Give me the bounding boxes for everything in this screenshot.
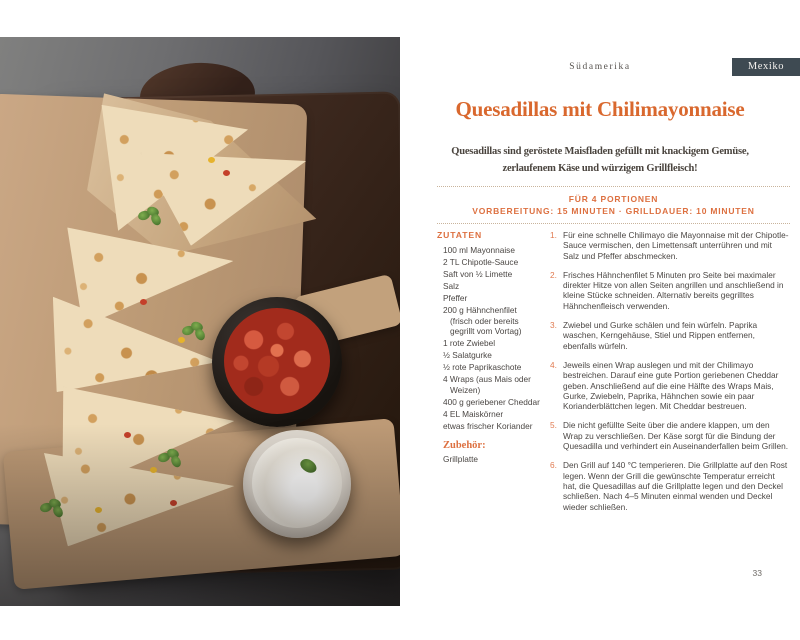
ingredient-item: 200 g Hähnchenfilet (frisch oder bereits gegrillt vom Vortag) xyxy=(443,305,522,336)
step-number: 3. xyxy=(550,320,557,331)
pepper-bit xyxy=(223,170,230,176)
step-item xyxy=(550,270,790,311)
step-text: Den Grill auf 140 °C temperieren. Die Grillplatte auf den Rost legen. Wenn der Grill die gewünschte Temperatur erreicht hat, die Quesadillas auf die Grillplatte legen und den Deckel schließen. Nach 4–5 Minuten einmal wenden und Deckel wieder schließen. xyxy=(563,460,788,512)
steps-list xyxy=(550,230,790,521)
step-text: Für eine schnelle Chilimayo die Mayonnaise mit der Chipotle-Sauce vermischen, den Limettensaft unterrühren und mit Salz und Pfeffer abschmecken. xyxy=(563,230,789,261)
step-item xyxy=(550,230,790,261)
timing-line: VORBEREITUNG: 15 MINUTEN · GRILLDAUER: 10 MINUTEN xyxy=(472,206,755,216)
ingredient-item: 2 TL Chipotle-Sauce xyxy=(443,257,519,267)
recipe-meta xyxy=(437,186,790,224)
step-number: 4. xyxy=(550,359,557,370)
servings-line: FÜR 4 PORTIONEN xyxy=(568,194,659,204)
ingredient-item: Pfeffer xyxy=(443,293,468,303)
page-number: 33 xyxy=(752,568,762,578)
step-item xyxy=(550,420,790,451)
step-text: Zwiebel und Gurke schälen und fein würfeln. Paprika waschen, Kerngehäuse, Stiel und Rippen entfernen, ebenfalls würfeln. xyxy=(563,320,758,351)
recipe-columns xyxy=(437,230,790,521)
recipe-title: Quesadillas mit Chilimayonnaise xyxy=(455,97,745,121)
salsa-bowl xyxy=(212,297,342,427)
ingredient-item: etwas frischer Koriander xyxy=(443,420,533,431)
ingredients-heading: ZUTATEN xyxy=(437,230,483,240)
ingredient-item: Salz xyxy=(443,281,460,291)
cilantro-garnish xyxy=(40,499,66,517)
cilantro-garnish xyxy=(138,207,164,225)
equipment-list xyxy=(437,454,541,465)
ingredient-item: 400 g geriebener Cheddar xyxy=(443,396,540,407)
step-item xyxy=(550,320,790,351)
recipe-page xyxy=(400,0,800,640)
step-item xyxy=(550,460,790,511)
cilantro-garnish xyxy=(182,322,208,340)
sour-cream-bowl xyxy=(243,430,351,538)
step-text: Die nicht gefüllte Seite über die andere klappen, um den Wrap zu verschließen. Der Käse sorgt für die Bindung der Quesadilla und verhindert ein Auseinanderfallen beim Grillen. xyxy=(563,420,789,452)
recipe-intro-line: Quesadillas sind geröstete Maisfladen gefüllt mit knackigem Gemüse, xyxy=(451,146,749,157)
step-text: Jeweils einen Wrap auslegen und mit der Chilimayo bestreichen. Darauf eine gute Portion geriebenen Cheddar geben. Anschließend auf die eine Hälfte des Wraps Mais, Gurke, Zwiebeln, Paprika, Hähnchen sowie ein paar Korianderblättchen legen. Mit Cheddar bestreuen. xyxy=(563,359,779,412)
corn-bit xyxy=(150,467,157,473)
corn-bit xyxy=(208,157,215,163)
ingredient-item: Saft von ½ Limette xyxy=(443,269,513,279)
step-text: Frisches Hähnchenfilet 5 Minuten pro Seite bei maximaler direkter Hitze von allen Seiten angrillen und anschließend in kleine Stücke schneiden. Alternativ bereits gegrilltes Hähnchenfleisch verwenden. xyxy=(563,269,784,311)
ingredient-item: 1 rote Zwiebel xyxy=(443,338,496,348)
ingredient-item: ½ Salatgurke xyxy=(443,350,492,360)
pepper-bit xyxy=(170,500,177,506)
region-tab: Mexiko xyxy=(732,58,800,76)
cilantro-garnish xyxy=(158,449,184,467)
running-head: Südamerika xyxy=(569,62,631,72)
pepper-bit xyxy=(124,432,131,438)
ingredient-item: 100 ml Mayonnaise xyxy=(443,245,515,255)
equipment-item: Grillplatte xyxy=(443,454,479,464)
sour-cream xyxy=(252,438,342,528)
salsa xyxy=(224,308,330,414)
equipment-heading: Zubehör: xyxy=(443,440,486,451)
corn-bit xyxy=(95,507,102,513)
recipe-intro xyxy=(400,143,800,177)
ingredient-item: 4 EL Maiskörner xyxy=(443,408,504,419)
ingredient-item: 4 Wraps (aus Mais oder Weizen) xyxy=(443,374,531,395)
step-item xyxy=(550,360,790,411)
step-number: 1. xyxy=(550,230,557,240)
ingredients-column xyxy=(437,230,541,521)
ingredients-list xyxy=(437,245,541,431)
ingredient-item: ½ rote Paprikaschote xyxy=(443,362,522,372)
step-number: 2. xyxy=(550,269,557,280)
step-number: 5. xyxy=(550,420,557,431)
recipe-photo xyxy=(0,37,400,606)
pepper-bit xyxy=(140,299,147,305)
recipe-intro-line: zerlaufenem Käse und würzigem Grillfleisch! xyxy=(502,163,698,174)
step-number: 6. xyxy=(550,460,557,471)
